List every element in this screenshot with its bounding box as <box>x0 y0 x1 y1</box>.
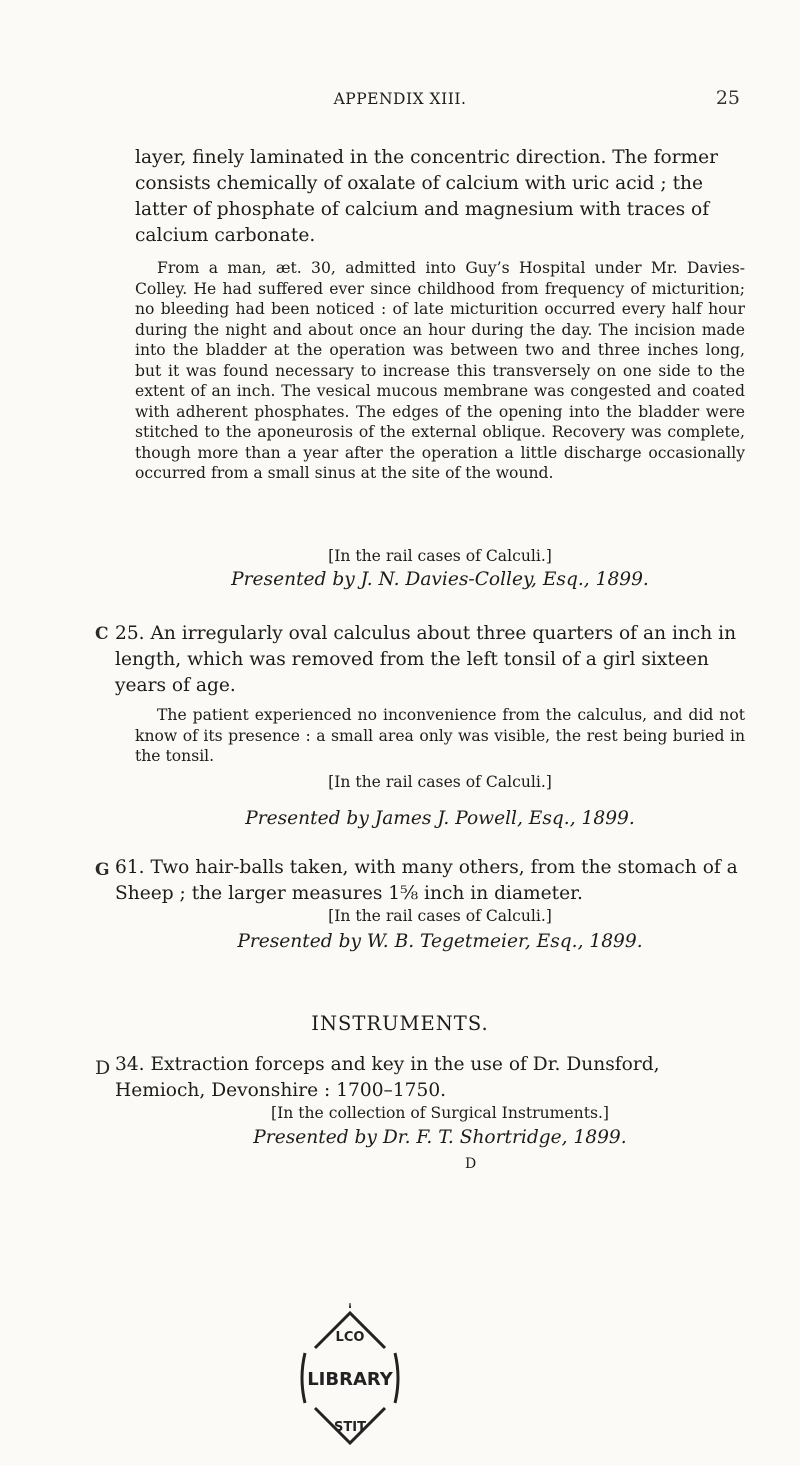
location-note-1: [In the rail cases of Calculi.] <box>328 547 552 565</box>
paragraph-continued: layer, finely laminated in the concentric direction. The former consists chemically of oxalate of calcium with uric acid ; the latter of phosphate of calcium and magnesium with traces of calcium carbonate. <box>135 147 719 246</box>
presented-by-1: Presented by J. N. Davies-Colley, Esq., 1899. <box>231 569 649 590</box>
presented-by-2: Presented by James J. Powell, Esq., 1899. <box>245 808 635 829</box>
specimen-mark-g: G <box>95 860 110 880</box>
specimen-entry-61: 61. Two hair-balls taken, with many others, from the stomach of a Sheep ; the larger measures 1⅝ inch in diameter. <box>115 857 738 904</box>
location-note-4: [In the collection of Surgical Instruments.] <box>270 1104 609 1122</box>
signature-mark: D <box>465 1156 477 1172</box>
case-description: From a man, æt. 30, admitted into Guy’s Hospital under Mr. Davies-Colley. He had suffered ever since childhood from frequency of micturition; no bleeding had been noticed : of late micturition occurred every half hour during the night and about once an hour during the day. The incision made into the bladder at the operation was between two and three inches long, but it was found necessary to increase this transversely on one side to the extent of an inch. The vesical mucous membrane was congested and coated with adherent phosphates. The edges of the opening into the bladder were stitched to the aponeurosis of the external oblique. Recovery was complete, though more than a year after the operation a little discharge occasionally occurred from a small sinus at the site of the wound. <box>135 259 745 482</box>
library-stamp <box>285 1303 415 1453</box>
specimen-entry-25: 25. An irregularly oval calculus about three quarters of an inch in length, which was removed from the left tonsil of a girl sixteen years of age. <box>115 623 737 696</box>
instrument-entry-34: 34. Extraction forceps and key in the use of Dr. Dunsford, Hemioch, Devonshire : 1700–1750. <box>115 1054 660 1101</box>
specimen-detail-25: The patient experienced no inconvenience from the calculus, and did not know of its presence : a small area only was visible, the rest being buried in the tonsil. <box>135 706 745 765</box>
location-note-2: [In the rail cases of Calculi.] <box>328 773 552 791</box>
stamp-bottom-text: STIT <box>334 1420 366 1435</box>
specimen-mark-d: D <box>95 1057 111 1079</box>
presented-by-4: Presented by Dr. F. T. Shortridge, 1899. <box>253 1127 627 1148</box>
stamp-label: LIBRARY <box>307 1369 393 1390</box>
running-header: APPENDIX XIII. <box>333 90 467 108</box>
page-number: 25 <box>715 87 740 109</box>
stamp-top-text: LCO <box>335 1330 365 1345</box>
presented-by-3: Presented by W. B. Tegetmeier, Esq., 1899. <box>237 931 643 952</box>
location-note-3: [In the rail cases of Calculi.] <box>328 907 552 925</box>
section-heading: INSTRUMENTS. <box>311 1012 489 1035</box>
specimen-mark-c: C <box>95 624 109 644</box>
